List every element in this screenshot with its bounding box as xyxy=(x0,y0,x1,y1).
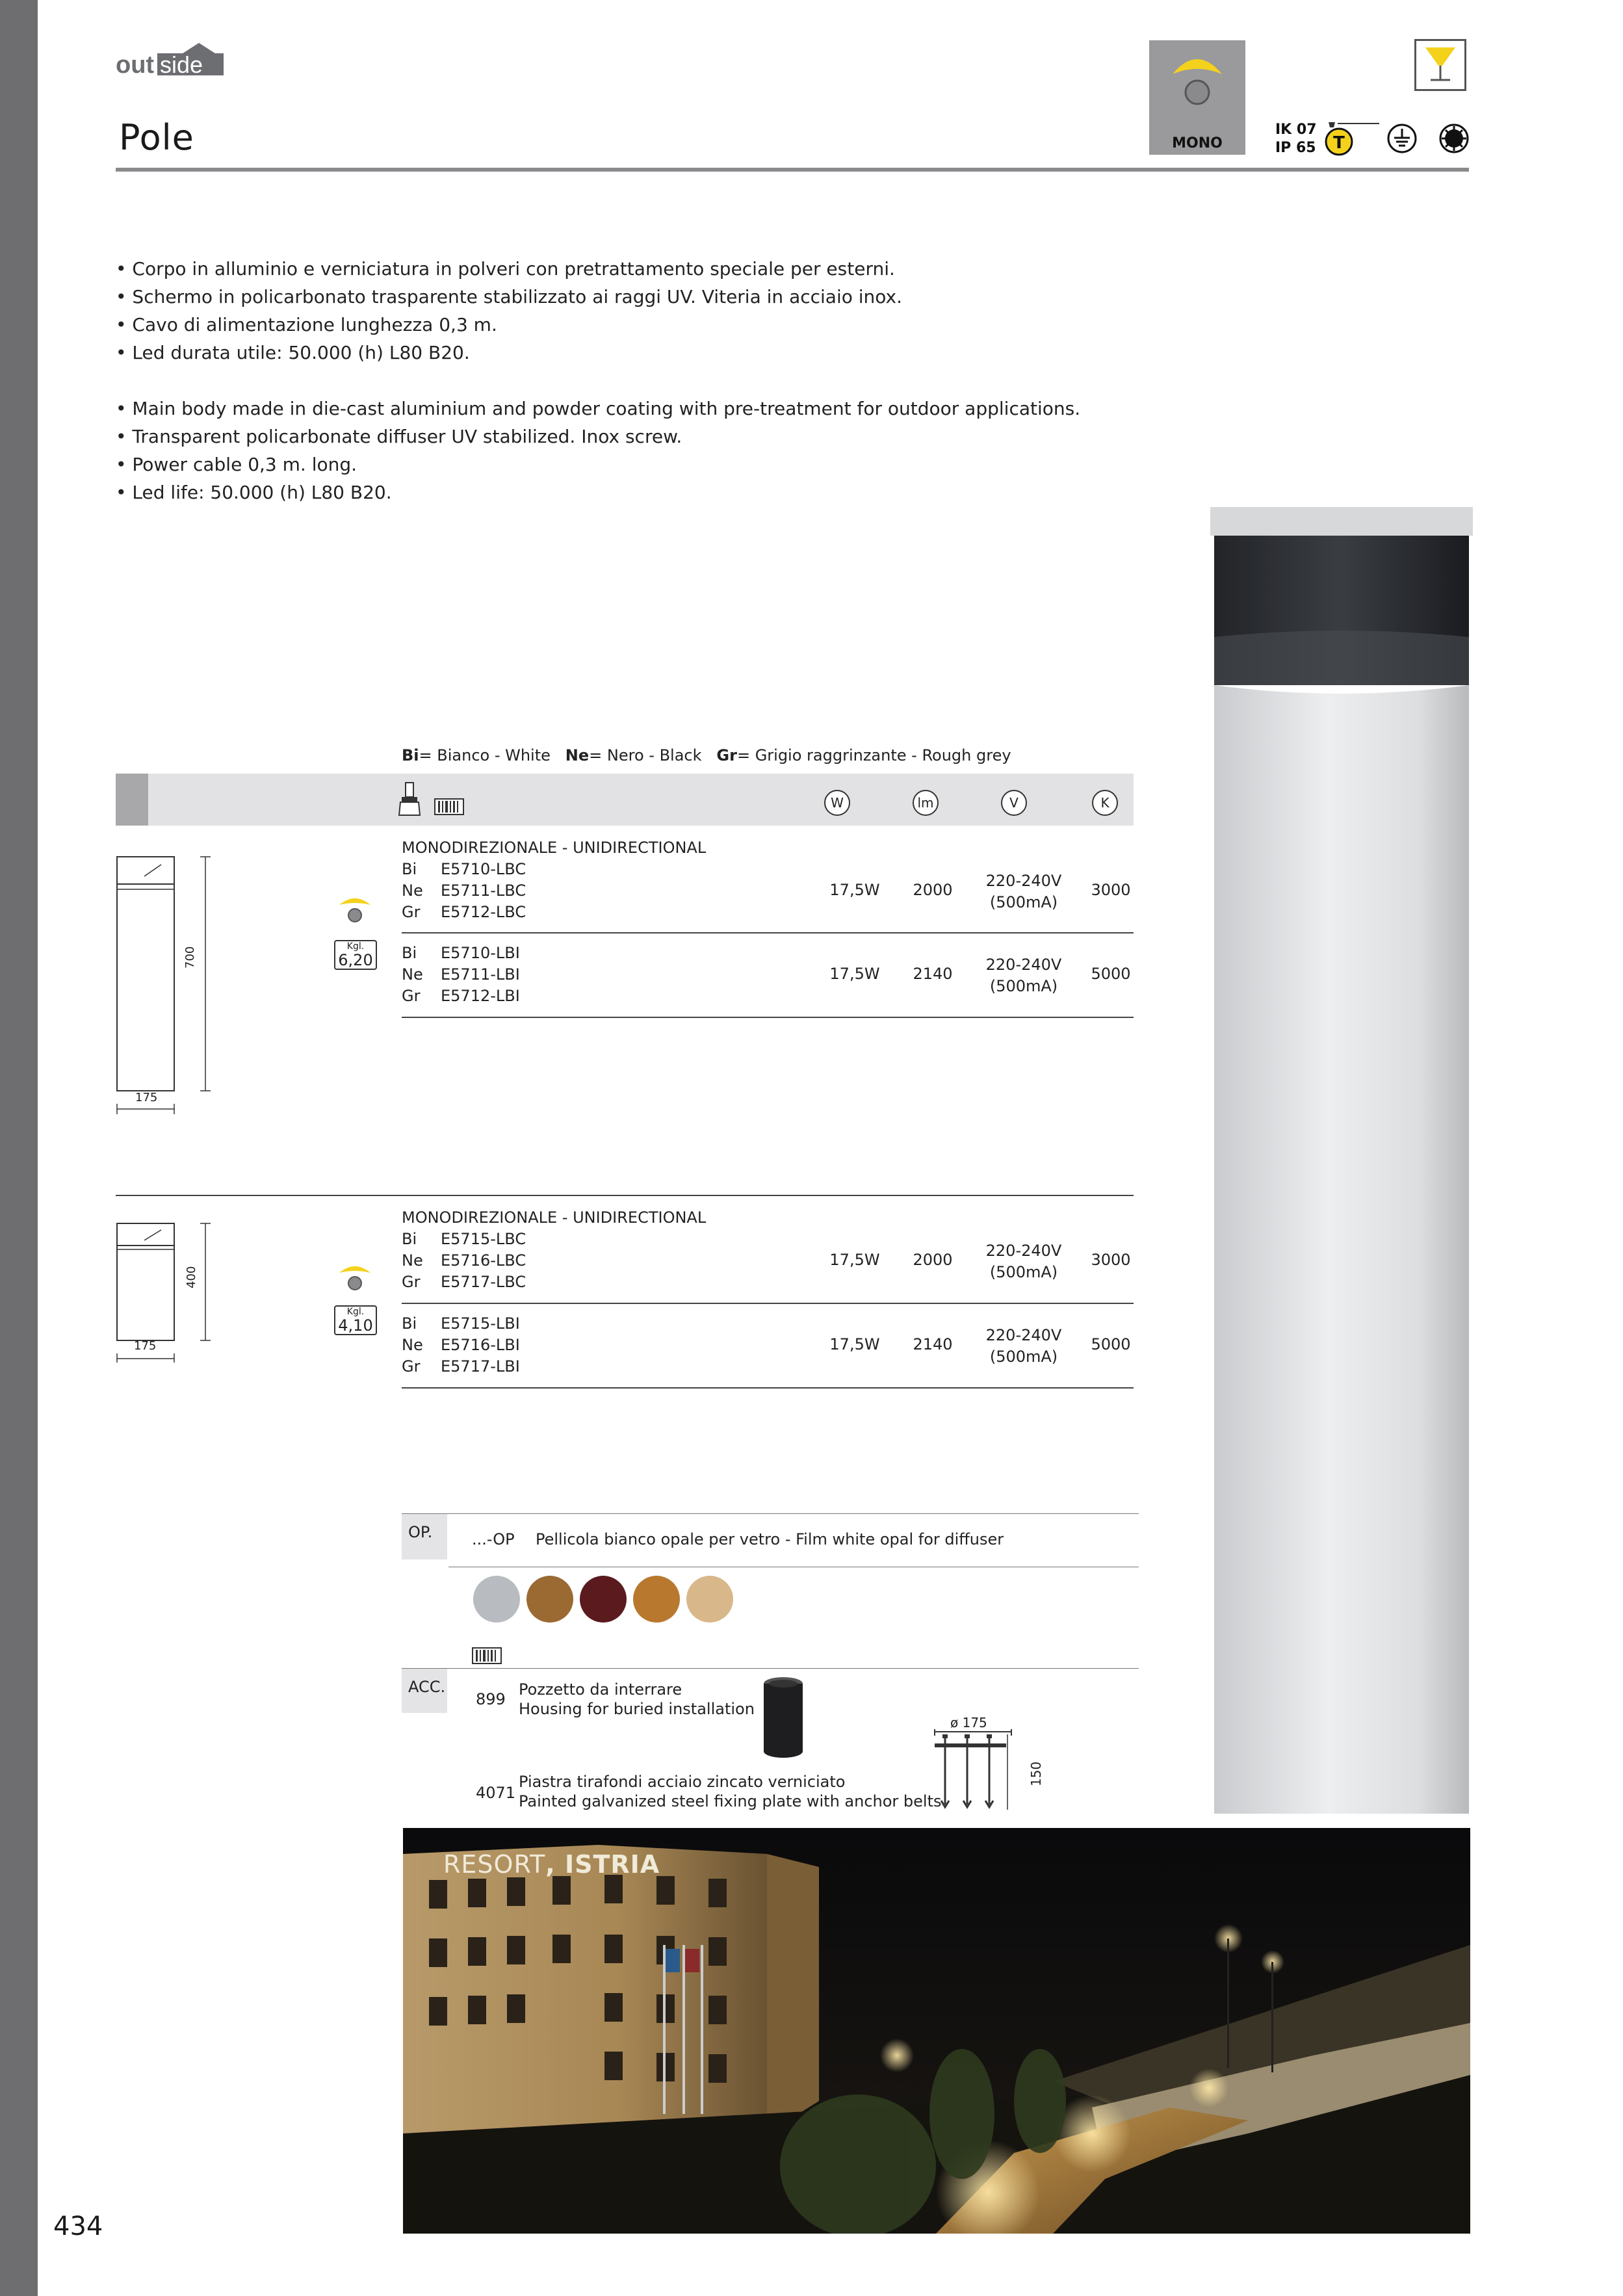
article-code: E5715-LBI xyxy=(441,1314,520,1333)
kelvin-value: 3000 xyxy=(1091,1251,1131,1269)
voltage-value xyxy=(975,1240,1072,1283)
ik-rating: IK 07 xyxy=(1275,122,1317,138)
table-row xyxy=(402,1229,526,1293)
options-label: OP. xyxy=(402,1514,447,1559)
finish-swatch-oak xyxy=(526,1576,573,1623)
article-code: E5717-LBC xyxy=(441,1273,526,1291)
option-code: ...-OP xyxy=(472,1530,515,1548)
voltage-value xyxy=(975,954,1072,997)
accessories-divider xyxy=(402,1668,1139,1669)
legend-gr-key: Gr xyxy=(716,746,737,764)
product-type: MONODIREZIONALE - UNIDIRECTIONAL xyxy=(402,1208,707,1227)
protection-ratings xyxy=(1275,121,1317,157)
watt-value: 17,5W xyxy=(829,965,880,983)
legend-bi-key: Bi xyxy=(402,746,419,764)
legend-bi-text: = Bianco - White xyxy=(419,746,551,764)
desc-en-line: • Power cable 0,3 m. long. xyxy=(116,454,357,475)
legend-ne-key: Ne xyxy=(565,746,590,764)
caption-region: , ISTRIA xyxy=(545,1850,660,1879)
weight-badge xyxy=(334,1305,377,1335)
voltage-range: 220-240V xyxy=(985,1326,1062,1344)
pole-product-image xyxy=(1209,507,1474,1814)
accessory-code: 899 xyxy=(476,1690,506,1708)
lumen-value: 2000 xyxy=(913,881,953,899)
accessory-code: 4071 xyxy=(476,1784,516,1802)
finish-swatch-birch xyxy=(686,1576,733,1623)
color-legend xyxy=(402,746,1011,764)
accessory-line: Pozzetto da interrare xyxy=(519,1680,682,1699)
table-header-accent xyxy=(116,774,148,826)
page-number: 434 xyxy=(53,2211,103,2241)
caption-location: RESORT xyxy=(443,1850,546,1879)
color-code: Bi xyxy=(402,860,417,878)
mono-light-icon xyxy=(337,1264,373,1294)
article-code: E5716-LBI xyxy=(441,1336,520,1354)
desc-it-line: • Led durata utile: 50.000 (h) L80 B20. xyxy=(116,342,470,363)
brand-logo xyxy=(116,40,226,78)
watt-column-icon: W xyxy=(824,790,850,816)
color-code: Ne xyxy=(402,1336,423,1354)
voltage-range: 220-240V xyxy=(985,956,1062,974)
current-value: (500mA) xyxy=(989,1263,1058,1281)
color-code: Gr xyxy=(402,1357,421,1376)
row-divider xyxy=(402,932,1134,933)
color-code: Ne xyxy=(402,1251,423,1270)
desc-it-line: • Cavo di alimentazione lunghezza 0,3 m. xyxy=(116,314,497,335)
section-divider xyxy=(116,1195,1134,1196)
desc-en-line: • Led life: 50.000 (h) L80 B20. xyxy=(116,482,392,503)
option-text: Pellicola bianco opale per vetro - Film white opal for diffuser xyxy=(536,1530,1004,1548)
kelvin-column-icon: K xyxy=(1092,790,1118,816)
light-beam-icon xyxy=(1414,39,1466,91)
desc-it-line: • Corpo in alluminio e verniciatura in polveri con pretrattamento speciale per esterni. xyxy=(116,258,895,280)
barcode-icon xyxy=(434,798,464,815)
description xyxy=(116,255,1080,506)
article-code: E5717-LBI xyxy=(441,1357,520,1376)
barcode-icon xyxy=(472,1647,502,1664)
article-code: E5715-LBC xyxy=(441,1230,526,1248)
color-code: Gr xyxy=(402,987,421,1005)
article-code: E5712-LBC xyxy=(441,903,526,921)
desc-en-line: • Main body made in die-cast aluminium and powder coating with pre-treatment for outdoor applications. xyxy=(116,398,1081,419)
table-row xyxy=(402,1313,520,1377)
accessory-line: Housing for buried installation xyxy=(519,1700,755,1718)
buried-housing-image xyxy=(760,1676,806,1759)
earth-ground-icon xyxy=(1386,122,1418,155)
height-dimension: 400 xyxy=(185,1266,198,1288)
kelvin-value: 5000 xyxy=(1091,965,1131,983)
article-code: E5711-LBI xyxy=(441,965,520,984)
legend-gr-text: = Grigio raggrinzante - Rough grey xyxy=(736,746,1011,764)
photo-caption xyxy=(443,1850,660,1879)
logo-right-text: side xyxy=(160,51,203,78)
article-code: E5712-LBI xyxy=(441,987,520,1005)
color-code: Gr xyxy=(402,903,421,921)
plate-diameter: ø 175 xyxy=(950,1715,987,1730)
table-row xyxy=(402,943,520,1007)
weight-unit: Kgl. xyxy=(346,1307,365,1317)
weight-unit: Kgl. xyxy=(346,941,365,952)
options-top-divider xyxy=(402,1513,1139,1514)
side-bar xyxy=(0,0,38,2296)
title-divider xyxy=(116,168,1469,172)
article-code: E5710-LBC xyxy=(441,860,526,878)
legend-ne-text: = Nero - Black xyxy=(589,746,702,764)
watt-value: 17,5W xyxy=(829,881,880,899)
height-dimension: 700 xyxy=(183,946,197,969)
svg-text:T: T xyxy=(1333,133,1345,153)
row-divider xyxy=(402,1017,1134,1018)
color-code: Bi xyxy=(402,1314,417,1333)
accessory-line: Painted galvanized steel fixing plate with anchor belts xyxy=(519,1792,942,1810)
watt-value: 17,5W xyxy=(829,1251,880,1269)
weight-value: 6,20 xyxy=(338,951,373,969)
voltage-value xyxy=(975,1325,1072,1368)
lumen-value: 2140 xyxy=(913,1335,953,1353)
t-mark-icon xyxy=(1314,116,1386,161)
row-divider xyxy=(402,1387,1134,1389)
accessory-description xyxy=(519,1680,755,1719)
color-code: Bi xyxy=(402,944,417,962)
color-code: Bi xyxy=(402,1230,417,1248)
product-type: MONODIREZIONALE - UNIDIRECTIONAL xyxy=(402,839,707,857)
color-code: Ne xyxy=(402,965,423,984)
ip-rating: IP 65 xyxy=(1275,140,1316,156)
width-dimension: 175 xyxy=(134,1339,157,1353)
product-drawing-400 xyxy=(116,1220,213,1363)
table-header xyxy=(116,774,1134,826)
current-value: (500mA) xyxy=(989,1348,1058,1366)
kelvin-value: 5000 xyxy=(1091,1335,1131,1353)
current-value: (500mA) xyxy=(989,893,1058,911)
voltage-value xyxy=(975,870,1072,913)
product-drawing-700 xyxy=(116,852,213,1125)
article-code: E5710-LBI xyxy=(441,944,520,962)
desc-en-line: • Transparent policarbonate diffuser UV stabilized. Inox screw. xyxy=(116,426,682,447)
fixing-plate-drawing xyxy=(931,1729,1015,1814)
width-dimension: 175 xyxy=(135,1091,158,1104)
watt-value: 17,5W xyxy=(829,1335,880,1353)
lumen-value: 2000 xyxy=(913,1251,953,1269)
color-code: Gr xyxy=(402,1273,421,1291)
finish-swatch-mahogany xyxy=(580,1576,627,1623)
kelvin-value: 3000 xyxy=(1091,881,1131,899)
article-code: E5716-LBC xyxy=(441,1251,526,1270)
current-value: (500mA) xyxy=(989,977,1058,995)
table-row xyxy=(402,859,526,923)
color-code: Ne xyxy=(402,881,423,900)
finish-swatch-grey xyxy=(473,1576,520,1623)
weight-value: 4,10 xyxy=(338,1316,373,1335)
uv-resistant-icon xyxy=(1438,122,1470,155)
voltage-range: 220-240V xyxy=(985,872,1062,890)
accessory-line: Piastra tirafondi acciaio zincato verniciato xyxy=(519,1773,846,1791)
paint-brush-icon xyxy=(398,781,424,818)
volt-column-icon: V xyxy=(1001,790,1027,816)
page-title: Pole xyxy=(119,117,194,158)
plate-depth: 150 xyxy=(1028,1761,1044,1786)
lumen-column-icon: lm xyxy=(913,790,939,816)
article-code: E5711-LBC xyxy=(441,881,526,900)
accessory-description xyxy=(519,1772,942,1811)
accessories-label: ACC. xyxy=(402,1669,447,1713)
voltage-range: 220-240V xyxy=(985,1242,1062,1260)
installation-photo xyxy=(403,1828,1470,2234)
mono-light-icon xyxy=(337,896,373,926)
desc-it-line: • Schermo in policarbonato trasparente stabilizzato ai raggi UV. Viteria in acciaio inox. xyxy=(116,286,903,307)
logo-left-text: out xyxy=(116,51,155,78)
finish-swatch-teak xyxy=(633,1576,680,1623)
row-divider xyxy=(402,1303,1134,1304)
lumen-value: 2140 xyxy=(913,965,953,983)
mono-label: MONO xyxy=(1172,135,1223,151)
weight-badge xyxy=(334,940,377,970)
